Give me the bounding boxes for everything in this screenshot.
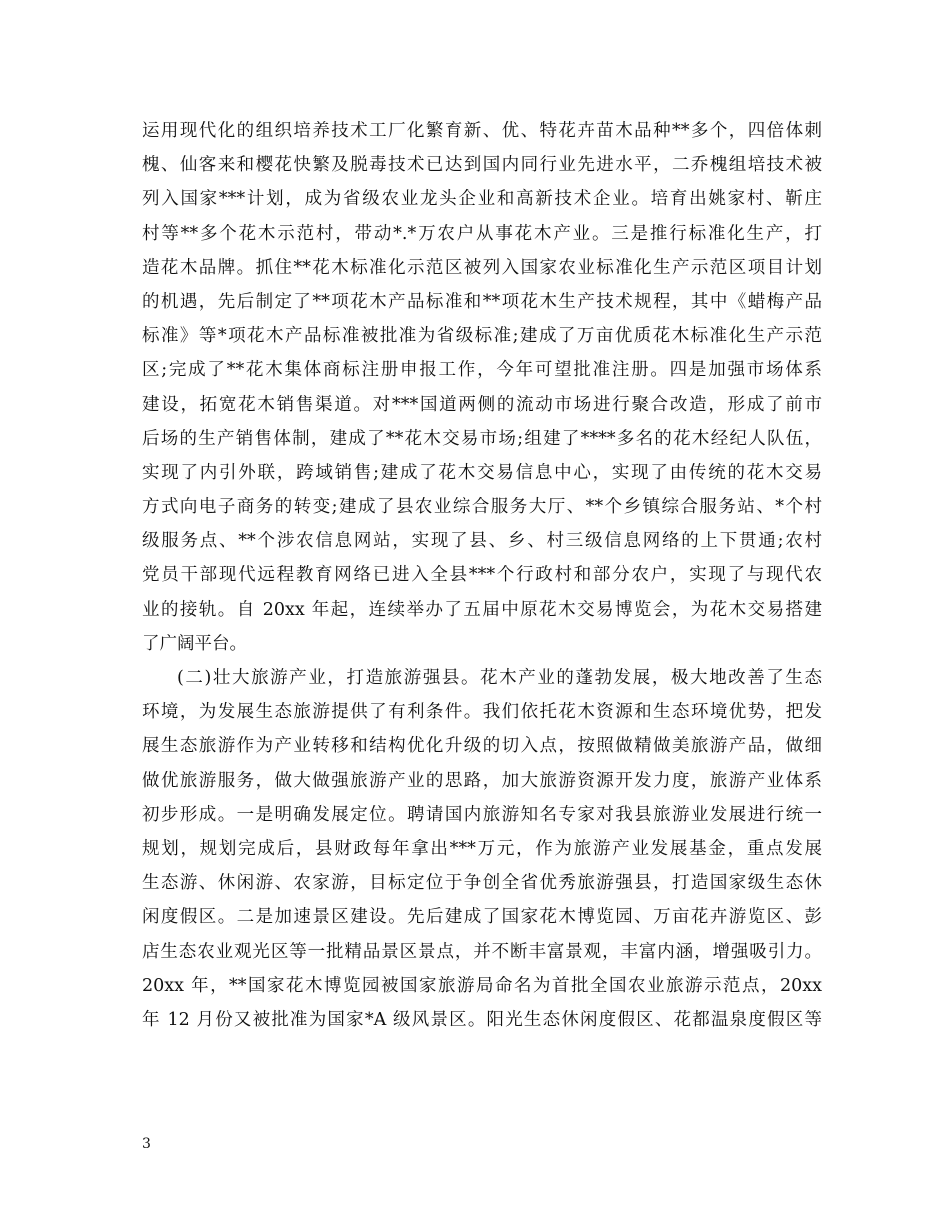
text-line: 标准》等*项花木产品标准被批准为省级标准;建成了万亩优质花木标准化生产示范 bbox=[142, 326, 822, 347]
text-line: 规划，规划完成后，县财政每年拿出***万元，作为旅游产业发展基金，重点发展 bbox=[142, 838, 822, 859]
text-line: 20xx 年，**国家花木博览园被国家旅游局命名为首批全国农业旅游示范点，20xx bbox=[142, 975, 822, 996]
text-line: 了广阔平台。 bbox=[142, 633, 247, 654]
text-line: (二)壮大旅游产业，打造旅游强县。花木产业的蓬勃发展，极大地改善了生态 bbox=[177, 668, 822, 688]
text-line: 初步形成。一是明确发展定位。聘请国内旅游知名专家对我县旅游业发展进行统一 bbox=[142, 804, 822, 825]
text-line: 村等**多个花木示范村，带动*.*万农户从事花木产业。三是推行标准化生产，打 bbox=[142, 223, 822, 244]
body-text bbox=[142, 114, 822, 1037]
text-line: 方式向电子商务的转变;建成了县农业综合服务大厅、**个乡镇综合服务站、*个村 bbox=[142, 497, 822, 518]
text-line: 的机遇，先后制定了**项花木产品标准和**项花木生产技术规程，其中《蜡梅产品 bbox=[142, 291, 822, 312]
text-line: 展生态旅游作为产业转移和结构优化升级的切入点，按照做精做美旅游产品，做细 bbox=[142, 736, 822, 757]
text-line: 做优旅游服务，做大做强旅游产业的思路，加大旅游资源开发力度，旅游产业体系 bbox=[142, 770, 822, 791]
text-line: 业的接轨。自 20xx 年起，连续举办了五届中原花木交易博览会，为花木交易搭建 bbox=[142, 599, 822, 620]
text-line: 店生态农业观光区等一批精品景区景点，并不断丰富景观，丰富内涵，增强吸引力。 bbox=[142, 941, 822, 962]
text-line: 造花木品牌。抓住**花木标准化示范区被列入国家农业标准化生产示范区项目计划 bbox=[142, 257, 822, 278]
text-line: 槐、仙客来和樱花快繁及脱毒技术已达到国内同行业先进水平，二乔槐组培技术被 bbox=[142, 155, 822, 176]
text-line: 闲度假区。二是加速景区建设。先后建成了国家花木博览园、万亩花卉游览区、彭 bbox=[142, 907, 822, 928]
text-line: 环境，为发展生态旅游提供了有利条件。我们依托花木资源和生态环境优势，把发 bbox=[142, 702, 822, 723]
text-line: 区;完成了**花木集体商标注册申报工作，今年可望批准注册。四是加强市场体系 bbox=[142, 360, 822, 381]
text-line: 实现了内引外联，跨域销售;建成了花木交易信息中心，实现了由传统的花木交易 bbox=[142, 462, 822, 483]
text-line: 年 12 月份又被批准为国家*A 级风景区。阳光生态休闲度假区、花都温泉度假区等 bbox=[142, 1009, 822, 1030]
text-line: 列入国家***计划，成为省级农业龙头企业和高新技术企业。培育出姚家村、靳庄 bbox=[142, 189, 822, 210]
text-line: 党员干部现代远程教育网络已进入全县***个行政村和部分农户，实现了与现代农 bbox=[142, 565, 822, 586]
text-line: 建设，拓宽花木销售渠道。对***国道两侧的流动市场进行聚合改造，形成了前市 bbox=[142, 394, 822, 415]
page-number: 3 bbox=[142, 1136, 151, 1152]
text-line: 生态游、休闲游、农家游，目标定位于争创全省优秀旅游强县，打造国家级生态休 bbox=[142, 873, 822, 894]
text-line: 级服务点、**个涉农信息网站，实现了县、乡、村三级信息网络的上下贯通;农村 bbox=[142, 531, 822, 552]
text-line: 后场的生产销售体制，建成了**花木交易市场;组建了****多名的花木经纪人队伍， bbox=[142, 428, 822, 449]
text-line: 运用现代化的组织培养技术工厂化繁育新、优、特花卉苗木品种**多个，四倍体刺 bbox=[142, 121, 822, 141]
